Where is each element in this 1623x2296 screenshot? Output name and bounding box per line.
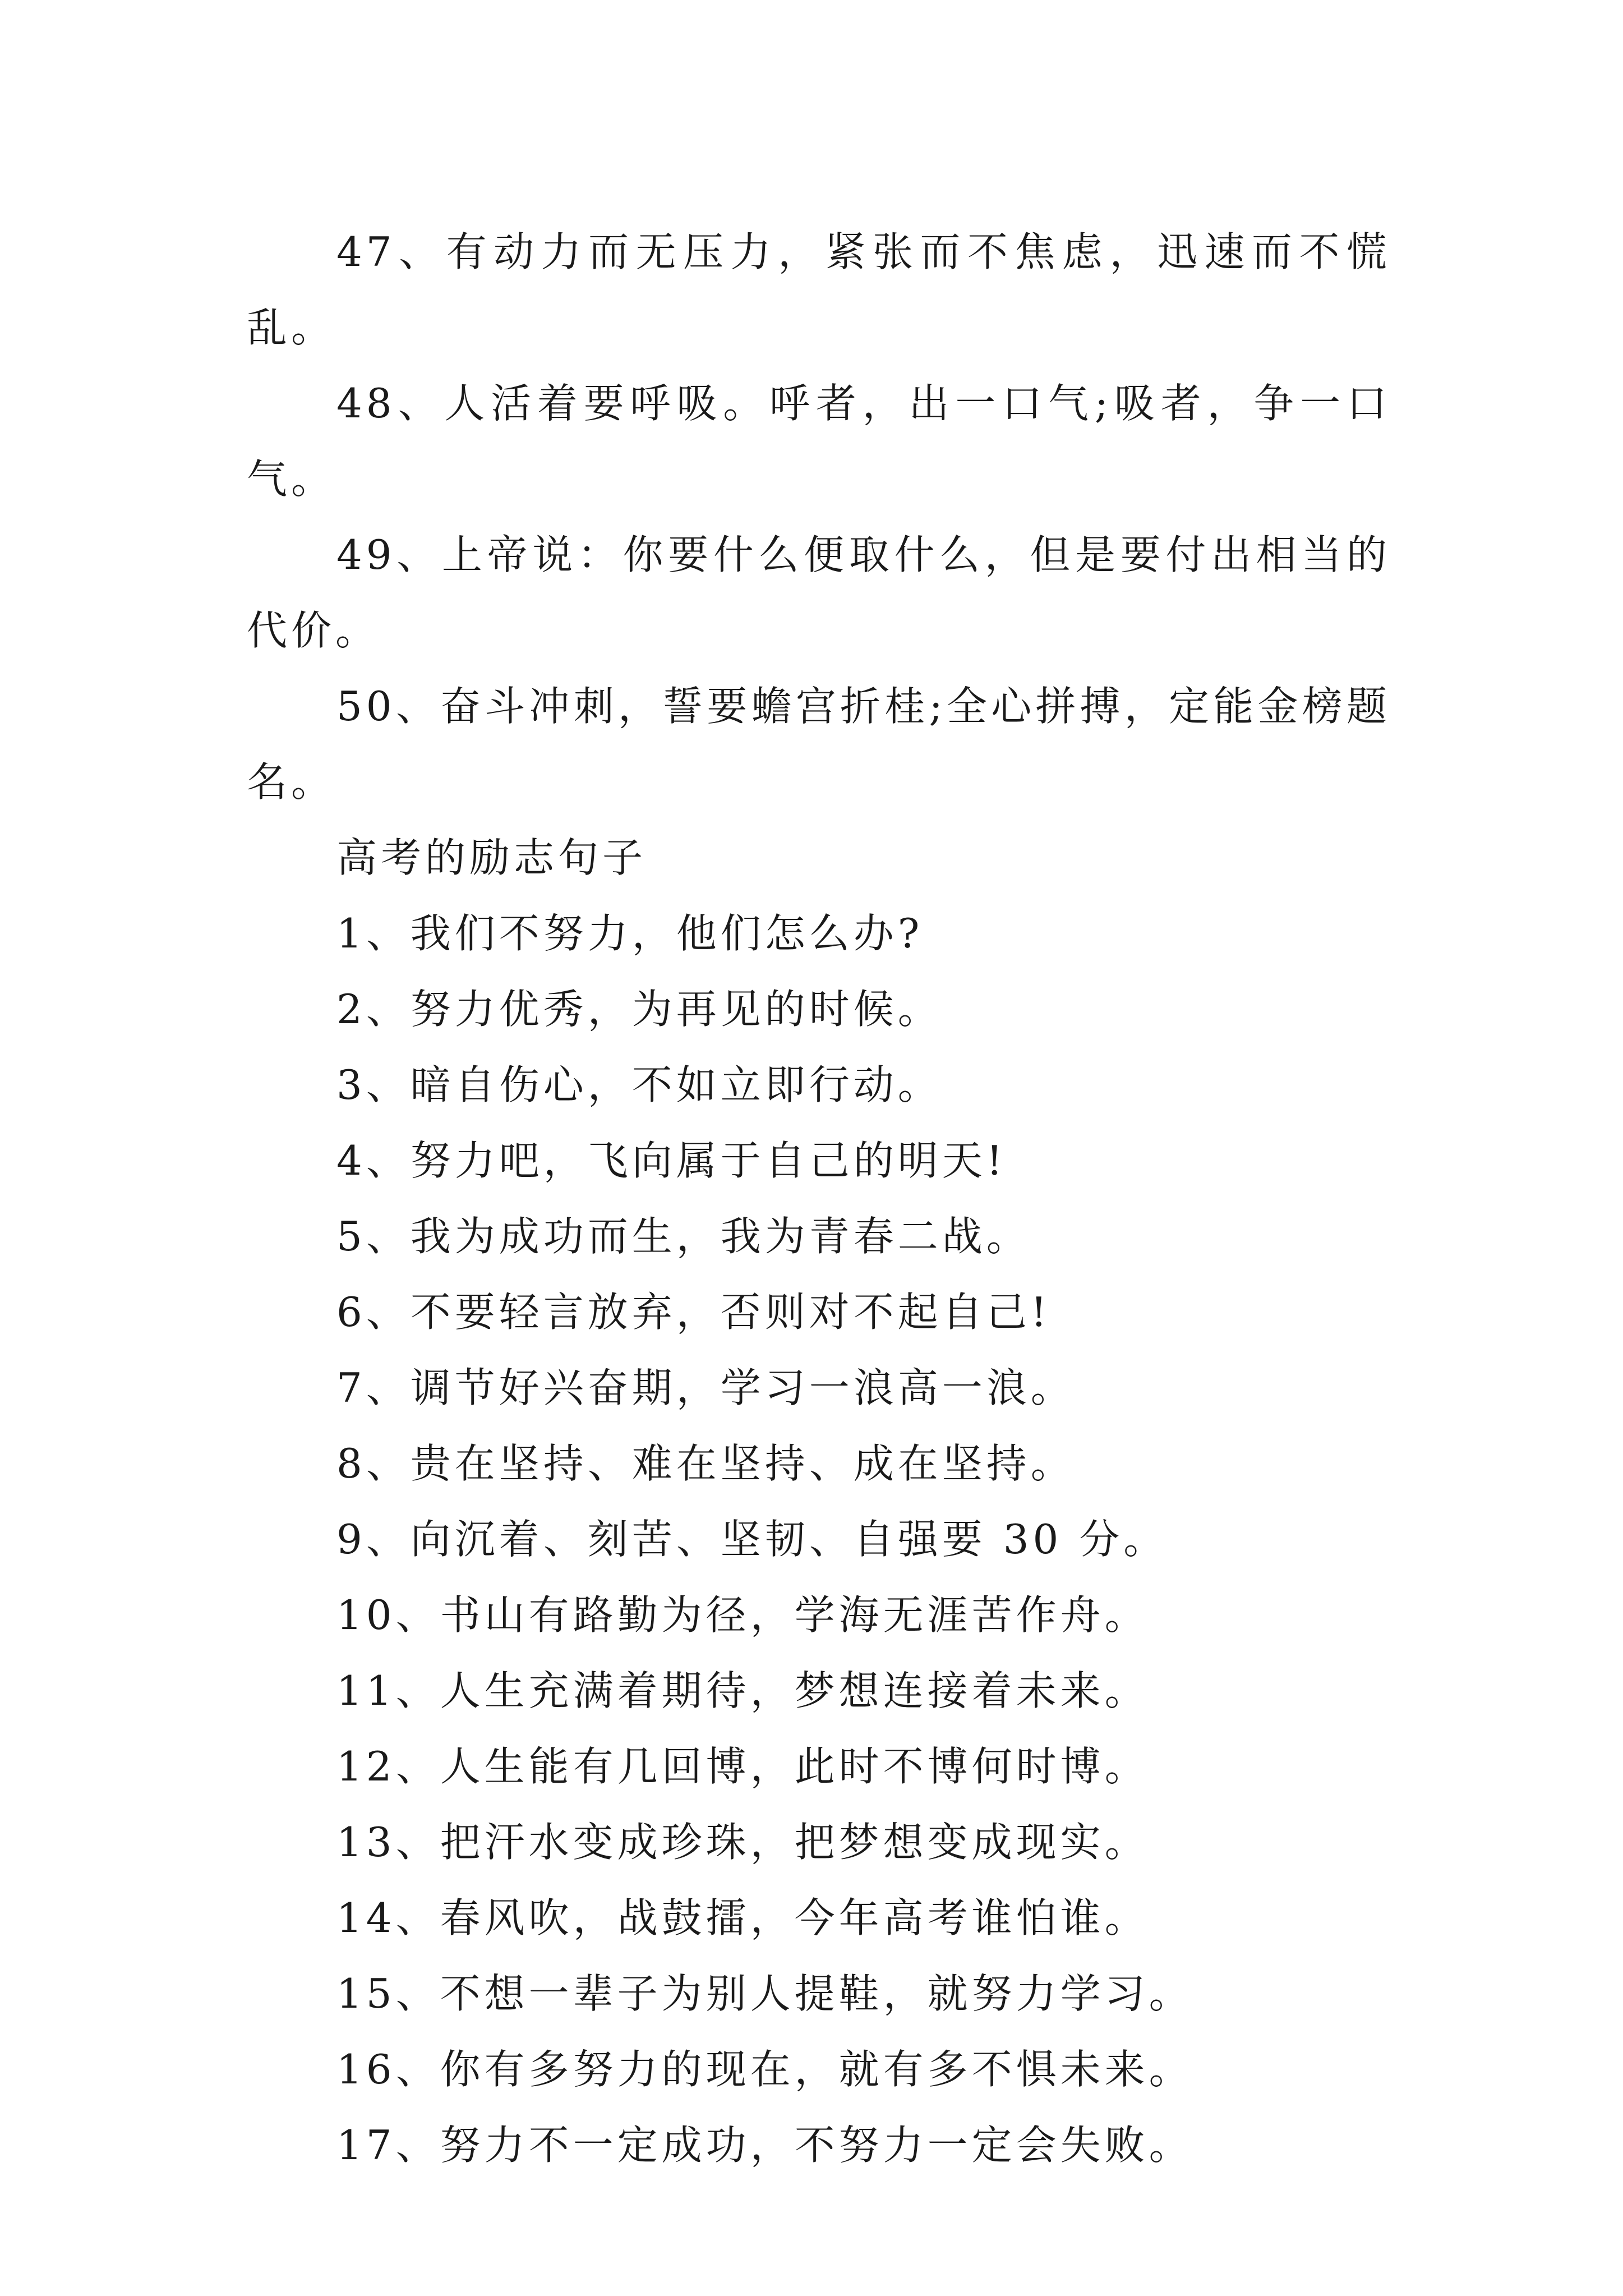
- paragraph-50: 50、奋斗冲刺，誓要蟾宫折桂;全心拼搏，定能金榜题名。: [247, 683, 1391, 806]
- list-item-16: 16、你有多努力的现在，就有多不惧未来。: [336, 2046, 1193, 2093]
- list-item-4: 4、努力吧，飞向属于自己的明天!: [336, 1137, 1007, 1184]
- list-item-3: 3、暗自伤心，不如立即行动。: [336, 1061, 942, 1108]
- list-item-15: 15、不想一辈子为别人提鞋，就努力学习。: [336, 1970, 1193, 2017]
- list-item-11: 11、人生充满着期待，梦想连接着未来。: [336, 1667, 1149, 1714]
- list-item-14: 14、春风吹，战鼓擂，今年高考谁怕谁。: [336, 1894, 1149, 1941]
- paragraph-49: 49、上帝说：你要什么便取什么，但是要付出相当的代价。: [247, 531, 1391, 654]
- paragraph-47: 47、有动力而无压力，紧张而不焦虑，迅速而不慌乱。: [247, 228, 1391, 351]
- list-item-8: 8、贵在坚持、难在坚持、成在坚持。: [336, 1440, 1075, 1487]
- list-item-7: 7、调节好兴奋期，学习一浪高一浪。: [336, 1364, 1075, 1411]
- list-item-2: 2、努力优秀，为再见的时候。: [336, 986, 942, 1033]
- list-item-13: 13、把汗水变成珍珠，把梦想变成现实。: [336, 1819, 1149, 1866]
- document-body: [247, 214, 1391, 2183]
- paragraph-48: 48、人活着要呼吸。呼者，出一口气;吸者，争一口气。: [247, 380, 1391, 503]
- list-item-12: 12、人生能有几回博，此时不博何时博。: [336, 1743, 1149, 1790]
- list-item-10: 10、书山有路勤为径，学海无涯苦作舟。: [336, 1591, 1149, 1639]
- list-item-5: 5、我为成功而生，我为青春二战。: [336, 1213, 1031, 1260]
- list-item-9: 9、向沉着、刻苦、坚韧、自强要 30 分。: [336, 1516, 1168, 1563]
- list-item-1: 1、我们不努力，他们怎么办?: [336, 910, 924, 957]
- list-item-17: 17、努力不一定成功，不努力一定会失败。: [336, 2122, 1193, 2169]
- section-title: 高考的励志句子: [336, 834, 647, 881]
- list-item-6: 6、不要轻言放弃，否则对不起自己!: [336, 1289, 1051, 1336]
